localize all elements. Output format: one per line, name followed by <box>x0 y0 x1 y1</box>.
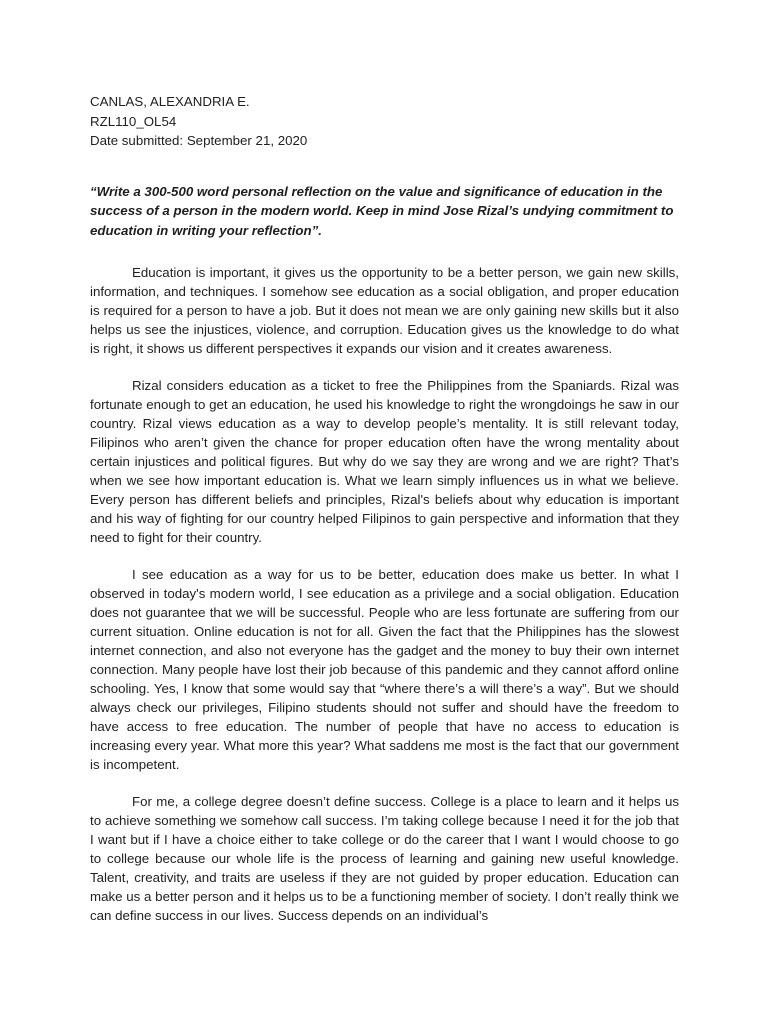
course-code: RZL110_OL54 <box>90 113 177 129</box>
document-content <box>90 92 679 926</box>
author-name: CANLAS, ALEXANDRIA E. <box>90 94 250 109</box>
paragraph: I see education as a way for us to be better, education does make us better. In what I observed in today's modern world, I see education as a privilege and a social obligation. Education does not guarantee that we will be successful. People who are less fortunate are suffering from our current situation. Online education is not for all. Given the fact that the Philippines has the slowest internet connection, and also not everyone has the gadget and the money to buy their own internet connection. Many people have lost their job because of this pandemic and they cannot afford online schooling. Yes, I know that some would say that “where there’s a will there’s a way”. But we should always check our privileges, Filipino students should not suffer and should have the freedom to have access to free education. The number of people that have no access to education is increasing every year. What more this year? What saddens me most is the fact that our government is incompetent. <box>90 567 679 772</box>
assignment-prompt: “Write a 300-500 word personal reflection on the value and significance of education in the success of a person in the modern world. Keep in mind Jose Rizal’s undying commitment to education in writing your reflection”. <box>90 183 674 238</box>
paragraph: Education is important, it gives us the opportunity to be a better person, we gain new skills, information, and techniques. I somehow see education as a social obligation, and proper education is required for a person to have a job. But it does not mean we are only gaining new skills but it also helps us see the injustices, violence, and corruption. Education gives us the knowledge to do what is right, it shows us different perspectives it expands our vision and it creates awareness. <box>90 265 679 356</box>
paragraph: Rizal considers education as a ticket to free the Philippines from the Spaniards. Rizal was fortunate enough to get an education, he used his knowledge to right the wrongdoings he saw in our country. Rizal views education as a way to develop people’s mentality. It is still relevant today, Filipinos who aren’t given the chance for proper education often have the wrong mentality about certain injustices and political figures. But why do we say they are wrong and we are right? That’s when we see how important education is. What we learn simply influences us in what we believe. Every person has different beliefs and principles, Rizal's beliefs about why education is important and his way of fighting for our country helped Filipinos to gain perspective and information that they need to fight for their country. <box>90 378 679 545</box>
reflection-body <box>90 264 679 926</box>
paragraph: For me, a college degree doesn’t define success. College is a place to learn and it helps us to achieve something we somehow call success. I’m taking college because I need it for the job that I want but if I have a choice either to take college or do the career that I want I would choose to go to college because our whole life is the process of learning and gaining new useful knowledge. Talent, creativity, and traits are useless if they are not guided by proper education. Education can make us a better person and it helps us to be a functioning member of society. I don’t really think we can define success in our lives. Success depends on an individual’s <box>90 794 679 923</box>
date-submitted: Date submitted: September 21, 2020 <box>90 133 308 148</box>
